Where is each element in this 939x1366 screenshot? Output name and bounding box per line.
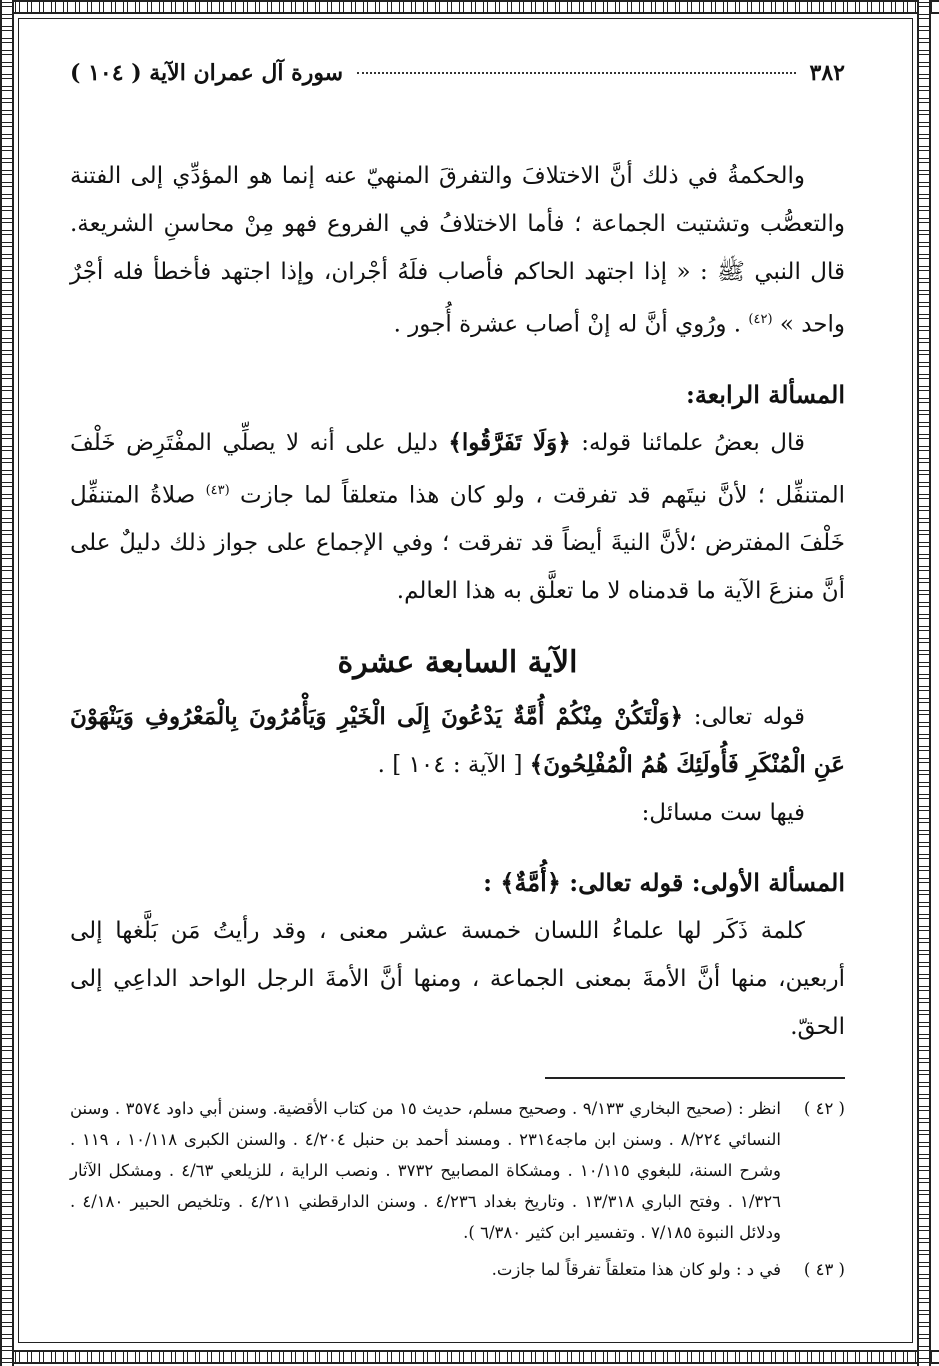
paragraph-2-text-b: دليل على أنه لا يصلِّي المفْتَرِض خَلْفَ المتنفِّل ؛ لأنَّ نيتَهم قد تفرقت ، ولو كان هذا متعلقاً لما جازت [70,429,846,509]
footnote-number: ( ٤٢ ) [803,1099,845,1119]
paragraph-3-text-a: قوله تعالى: [693,704,806,731]
footnote-ref-43[interactable]: (٤٣) [205,482,230,498]
footnote-separator [545,1077,845,1079]
footnote-text: انظر : (صحيح البخاري ٩/١٣٣ . وصحيح مسلم، حديث ١٥ من كتاب الأقضية. وسنن أبي داود ٣٥٧٤ . وسنن النسائي ٨/٢٢٤ . وسنن ابن ماجه٢٣١٤ . ومسند أحمد بن حنبل ٤/٢٠٤ . والسنن الكبرى ١٠/١١٨ ، ١١٩ . وشرح السنة، للبغوي ١٠/١١٥ . ومشكاة المصابيح ٣٧٣٢ . ونصب الراية ، للزيلعي ٤/٦٣ . ومشكل الآثار ١/٣٢٦ . وفتح الباري ١٣/٣١٨ . وتاريخ بغداد ٤/٢٣٦ . وسنن الدارقطني ٤/٢١١ . وتلخيص الحبير ٤/١٨٠ . ودلائل النبوة ٧/١٨٥ . وتفسير ابن كثير ٦/٣٨٠ ). [70,1099,782,1243]
section-heading-1-colon: : [483,868,493,898]
ornamental-border-right [917,0,931,1366]
paragraph-5: كلمة ذَكَر لها علماءُ اللسان خمسة عشر معنى ، وقد رأيتُ مَن بَلَّغها إلى أربعين، منها أنَّ الأمةَ بمعنى الجماعة ، ومنها أنَّ الأمةَ الرجل الواحد الداعِي إلى الحقّ. [70,918,845,1041]
ayah-title: الآية السابعة عشرة [337,645,578,681]
ornamental-border-left [0,0,14,1366]
section-heading-1-quran: ﴿أُمَّةٌ﴾ [500,868,561,898]
paragraph-3 [70,693,845,789]
paragraph-2-text-c: صلاةُ المتنفِّل خَلْفَ المفترض ؛لأنَّ النيةَ أيضاً قد تفرقت ؛ وفي الإجماع على جواز ذلك دليلٌ على أنَّ منزعَ الآية ما قدمناه لا ما تعلَّق به هذا العالم. [70,482,845,605]
paragraph-4: فيها ست مسائل: [641,800,805,827]
header-dot-leader [357,72,795,74]
quran-quote: ﴿وَلَا تَفَرَّقُوا﴾ [448,428,571,456]
running-header [70,60,845,104]
footnote-ref-42[interactable]: (٤٢) [748,312,773,327]
quran-verse: ﴿وَلْتَكُنْ مِنْكُمْ أُمَّةٌ يَدْعُونَ إِلَى الْخَيْرِ وَيَأْمُرُونَ بِالْمَعْرُوفِ وَيَنْهَوْنَ عَنِ الْمُنْكَرِ فَأُولَئِكَ هُمُ الْمُفْلِحُونَ﴾ [70,703,845,779]
section-heading-4: المسألة الرابعة: [686,379,845,409]
paragraph-1-tail: . ورُوي أنَّ له إنْ أصاب عشرة أُجور . [393,311,742,338]
ornamental-border-top [0,0,939,14]
paragraph-2-text-a: قال بعضُ علمائنا قوله: [581,429,806,456]
section-heading-1 [70,859,845,907]
footnote-text: في د : ولو كان هذا متعلقاً تفرقاً لما جازت. [491,1260,781,1280]
running-title: سورة آل عمران الآية ( ١٠٤ ) [70,60,344,86]
paragraph-1-text: والحكمةُ في ذلك أنَّ الاختلافَ والتفرقَ المنهيّ عنه إنما هو المؤدِّي إلى الفتنة والتعصُّب وتشتيت الجماعة ؛ فأما الاختلافُ في الفروع فهو مِنْ محاسنِ الشريعة. قال النبي ﷺ : « إذا اجتهد الحاكم فأصاب فلَهُ أجْران، وإذا اجتهد فأخطأ فله أجْرٌ واحد » [70,163,845,338]
ornamental-border-bottom [0,1350,939,1364]
footnote-42 [70,1093,845,1248]
section-heading-1-text: المسألة الأولى: قوله تعالى: [569,868,845,898]
footnote-number: ( ٤٣ ) [803,1260,845,1280]
verse-reference: [ الآية : ١٠٤ ] . [377,752,523,779]
footnote-43 [70,1254,845,1285]
paragraph-1 [70,152,845,349]
page-number: ٣٨٢ [809,60,845,86]
paragraph-2 [70,419,845,616]
footnotes [70,1093,845,1285]
page-content [70,60,845,1285]
